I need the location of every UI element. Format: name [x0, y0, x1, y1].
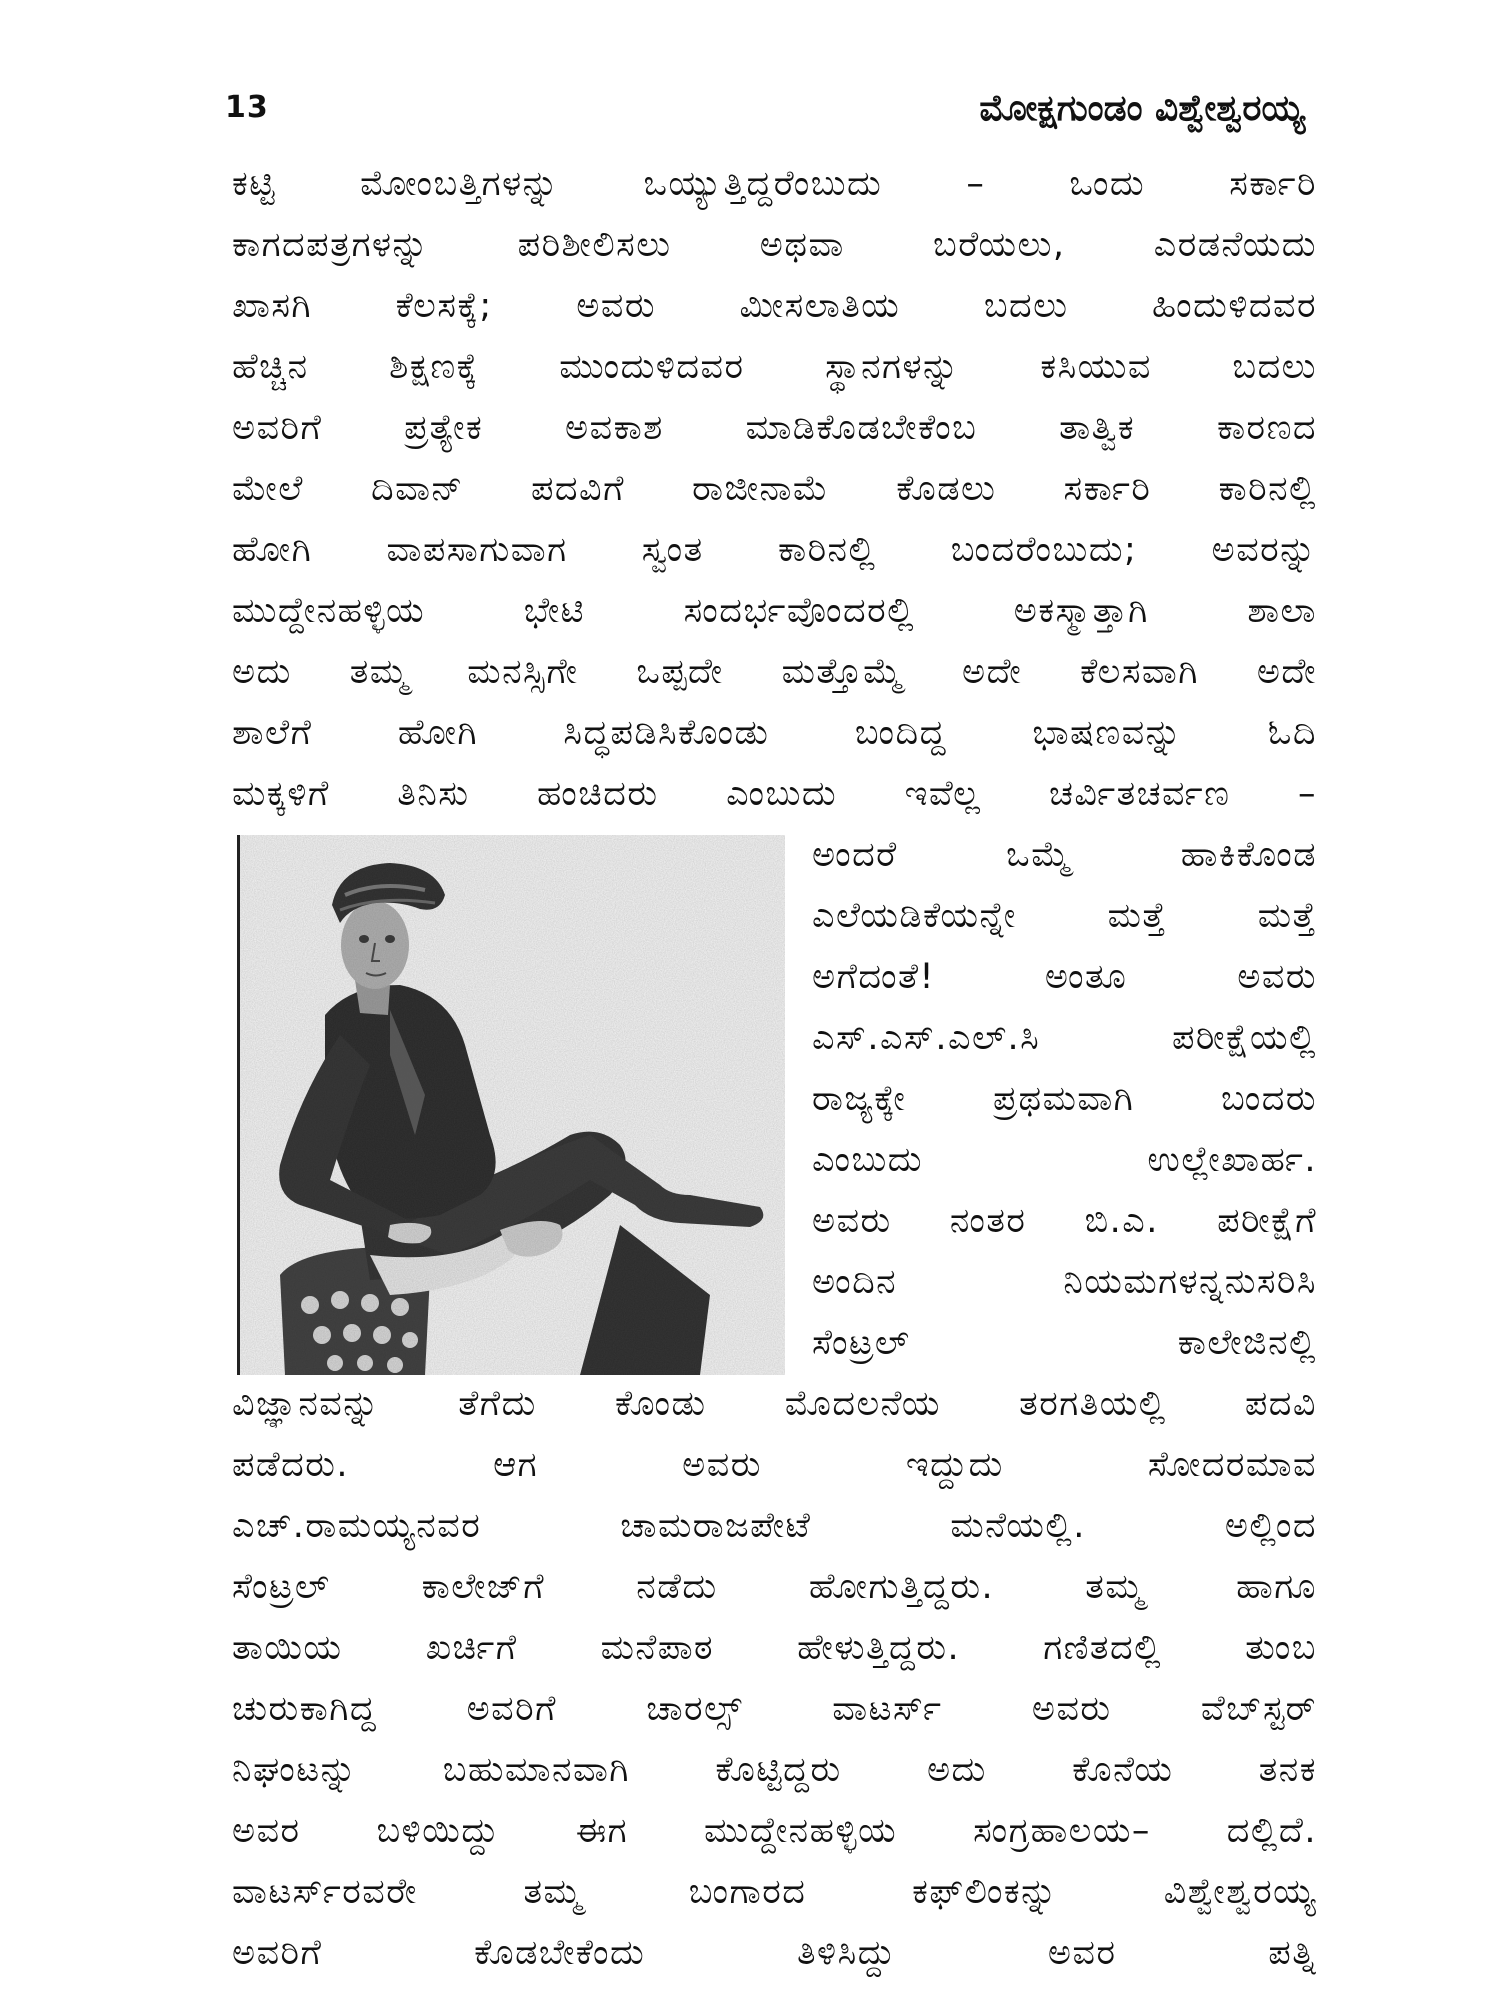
body-line: ಪಡೆದರು. ಆಗ ಅವರು ಇದ್ದುದು ಸೋದರಮಾವ [232, 1445, 1317, 1485]
body-line: ಅಗೆದಂತೆ! ಅಂತೂ ಅವರು [812, 957, 1317, 997]
page-number: 13 [225, 90, 269, 125]
body-line: ವಾಟರ್ಸ್‌ರವರೇ ತಮ್ಮ ಬಂಗಾರದ ಕಫ್‌ಲಿಂಕನ್ನು ವಿಶ್ವೇಶ್ವರಯ್ಯ [232, 1872, 1317, 1912]
body-line: ಸೆಂಟ್ರಲ್ ಕಾಲೇಜಿನಲ್ಲಿ [812, 1323, 1317, 1363]
body-line: ರಾಜ್ಯಕ್ಕೇ ಪ್ರಥಮವಾಗಿ ಬಂದರು [812, 1079, 1317, 1119]
body-line: ಕಾಗದಪತ್ರಗಳನ್ನು ಪರಿಶೀಲಿಸಲು ಅಥವಾ ಬರೆಯಲು, ಎರಡನೆಯದು [232, 225, 1317, 265]
portrait-photo-icon [240, 835, 785, 1375]
body-line: ಎಸ್.ಎಸ್.ಎಲ್.ಸಿ ಪರೀಕ್ಷೆಯಲ್ಲಿ [812, 1018, 1317, 1058]
body-line: ತಾಯಿಯ ಖರ್ಚಿಗೆ ಮನೆಪಾಠ ಹೇಳುತ್ತಿದ್ದರು. ಗಣಿತದಲ್ಲಿ ತುಂಬ [232, 1628, 1317, 1668]
body-line: ಎಲೆಯಡಿಕೆಯನ್ನೇ ಮತ್ತೆ ಮತ್ತೆ [812, 896, 1317, 936]
running-title: ಮೋಕ್ಷಗುಂಡಂ ವಿಶ್ವೇಶ್ವರಯ್ಯ [979, 88, 1305, 129]
body-line: ಅವರು ನಂತರ ಬಿ.ಎ. ಪರೀಕ್ಷೆಗೆ [812, 1201, 1317, 1241]
body-line: ಸೆಂಟ್ರಲ್ ಕಾಲೇಜ್‌ಗೆ ನಡೆದು ಹೋಗುತ್ತಿದ್ದರು. ತಮ್ಮ ಹಾಗೂ [232, 1567, 1317, 1607]
body-line: ಮಕ್ಕಳಿಗೆ ತಿನಿಸು ಹಂಚಿದರು ಎಂಬುದು ಇವೆಲ್ಲ ಚರ್ವಿತಚರ್ವಣ – [232, 774, 1317, 814]
body-line: ಮುದ್ದೇನಹಳ್ಳಿಯ ಭೇಟಿ ಸಂದರ್ಭವೊಂದರಲ್ಲಿ ಅಕಸ್ಮಾತ್ತಾಗಿ ಶಾಲಾ [232, 591, 1317, 631]
body-line: ಖಾಸಗಿ ಕೆಲಸಕ್ಕೆ; ಅವರು ಮೀಸಲಾತಿಯ ಬದಲು ಹಿಂದುಳಿದವರ [232, 286, 1317, 326]
body-line: ಹೆಚ್ಚಿನ ಶಿಕ್ಷಣಕ್ಕೆ ಮುಂದುಳಿದವರ ಸ್ಥಾನಗಳನ್ನು ಕಸಿಯುವ ಬದಲು [232, 347, 1317, 387]
page-header [225, 88, 1305, 138]
body-line: ಹೋಗಿ ವಾಪಸಾಗುವಾಗ ಸ್ವಂತ ಕಾರಿನಲ್ಲಿ ಬಂದರೆಂಬುದು; ಅವರನ್ನು [232, 530, 1317, 570]
body-line: ಮೇಲೆ ದಿವಾನ್ ಪದವಿಗೆ ರಾಜೀನಾಮೆ ಕೊಡಲು ಸರ್ಕಾರಿ ಕಾರಿನಲ್ಲಿ [232, 469, 1317, 509]
body-line: ಎಂಬುದು ಉಲ್ಲೇಖಾರ್ಹ. [812, 1140, 1317, 1180]
body-line: ಕಟ್ಟಿ ಮೋಂಬತ್ತಿಗಳನ್ನು ಒಯ್ಯುತ್ತಿದ್ದರೆಂಬುದು – ಒಂದು ಸರ್ಕಾರಿ [232, 164, 1317, 204]
body-line: ಅವರಿಗೆ ಪ್ರತ್ಯೇಕ ಅವಕಾಶ ಮಾಡಿಕೊಡಬೇಕೆಂಬ ತಾತ್ವಿಕ ಕಾರಣದ [232, 408, 1317, 448]
body-line: ಅವರ ಬಳಿಯಿದ್ದು ಈಗ ಮುದ್ದೇನಹಳ್ಳಿಯ ಸಂಗ್ರಹಾಲಯ– ದಲ್ಲಿದೆ. [232, 1811, 1317, 1851]
body-line: ಶಾಲೆಗೆ ಹೋಗಿ ಸಿದ್ಧಪಡಿಸಿಕೊಂಡು ಬಂದಿದ್ದ ಭಾಷಣವನ್ನು ಓದಿ [232, 713, 1317, 753]
body-line: ಅದು ತಮ್ಮ ಮನಸ್ಸಿಗೇ ಒಪ್ಪದೇ ಮತ್ತೊಮ್ಮೆ ಅದೇ ಕೆಲಸವಾಗಿ ಅದೇ [232, 652, 1317, 692]
body-line: ನಿಘಂಟನ್ನು ಬಹುಮಾನವಾಗಿ ಕೊಟ್ಟಿದ್ದರು ಅದು ಕೊನೆಯ ತನಕ [232, 1750, 1317, 1790]
portrait-photo [237, 835, 785, 1375]
body-line: ವಿಜ್ಞಾನವನ್ನು ತೆಗೆದು ಕೊಂಡು ಮೊದಲನೆಯ ತರಗತಿಯಲ್ಲಿ ಪದವಿ [232, 1384, 1317, 1424]
body-line: ಅಂದಿನ ನಿಯಮಗಳನ್ನನುಸರಿಸಿ [812, 1262, 1317, 1302]
body-line: ಅಂದರೆ ಒಮ್ಮೆ ಹಾಕಿಕೊಂಡ [812, 835, 1317, 875]
body-line: ಎಚ್.ರಾಮಯ್ಯನವರ ಚಾಮರಾಜಪೇಟೆ ಮನೆಯಲ್ಲಿ. ಅಲ್ಲಿಂದ [232, 1506, 1317, 1546]
body-line: ಅವರಿಗೆ ಕೊಡಬೇಕೆಂದು ತಿಳಿಸಿದ್ದು ಅವರ ಪತ್ನಿ [232, 1933, 1317, 1973]
body-line: ಚುರುಕಾಗಿದ್ದ ಅವರಿಗೆ ಚಾರಲ್ಸ್ ವಾಟರ್ಸ್ ಅವರು ವೆಬ್‌ಸ್ಟರ್ [232, 1689, 1317, 1729]
